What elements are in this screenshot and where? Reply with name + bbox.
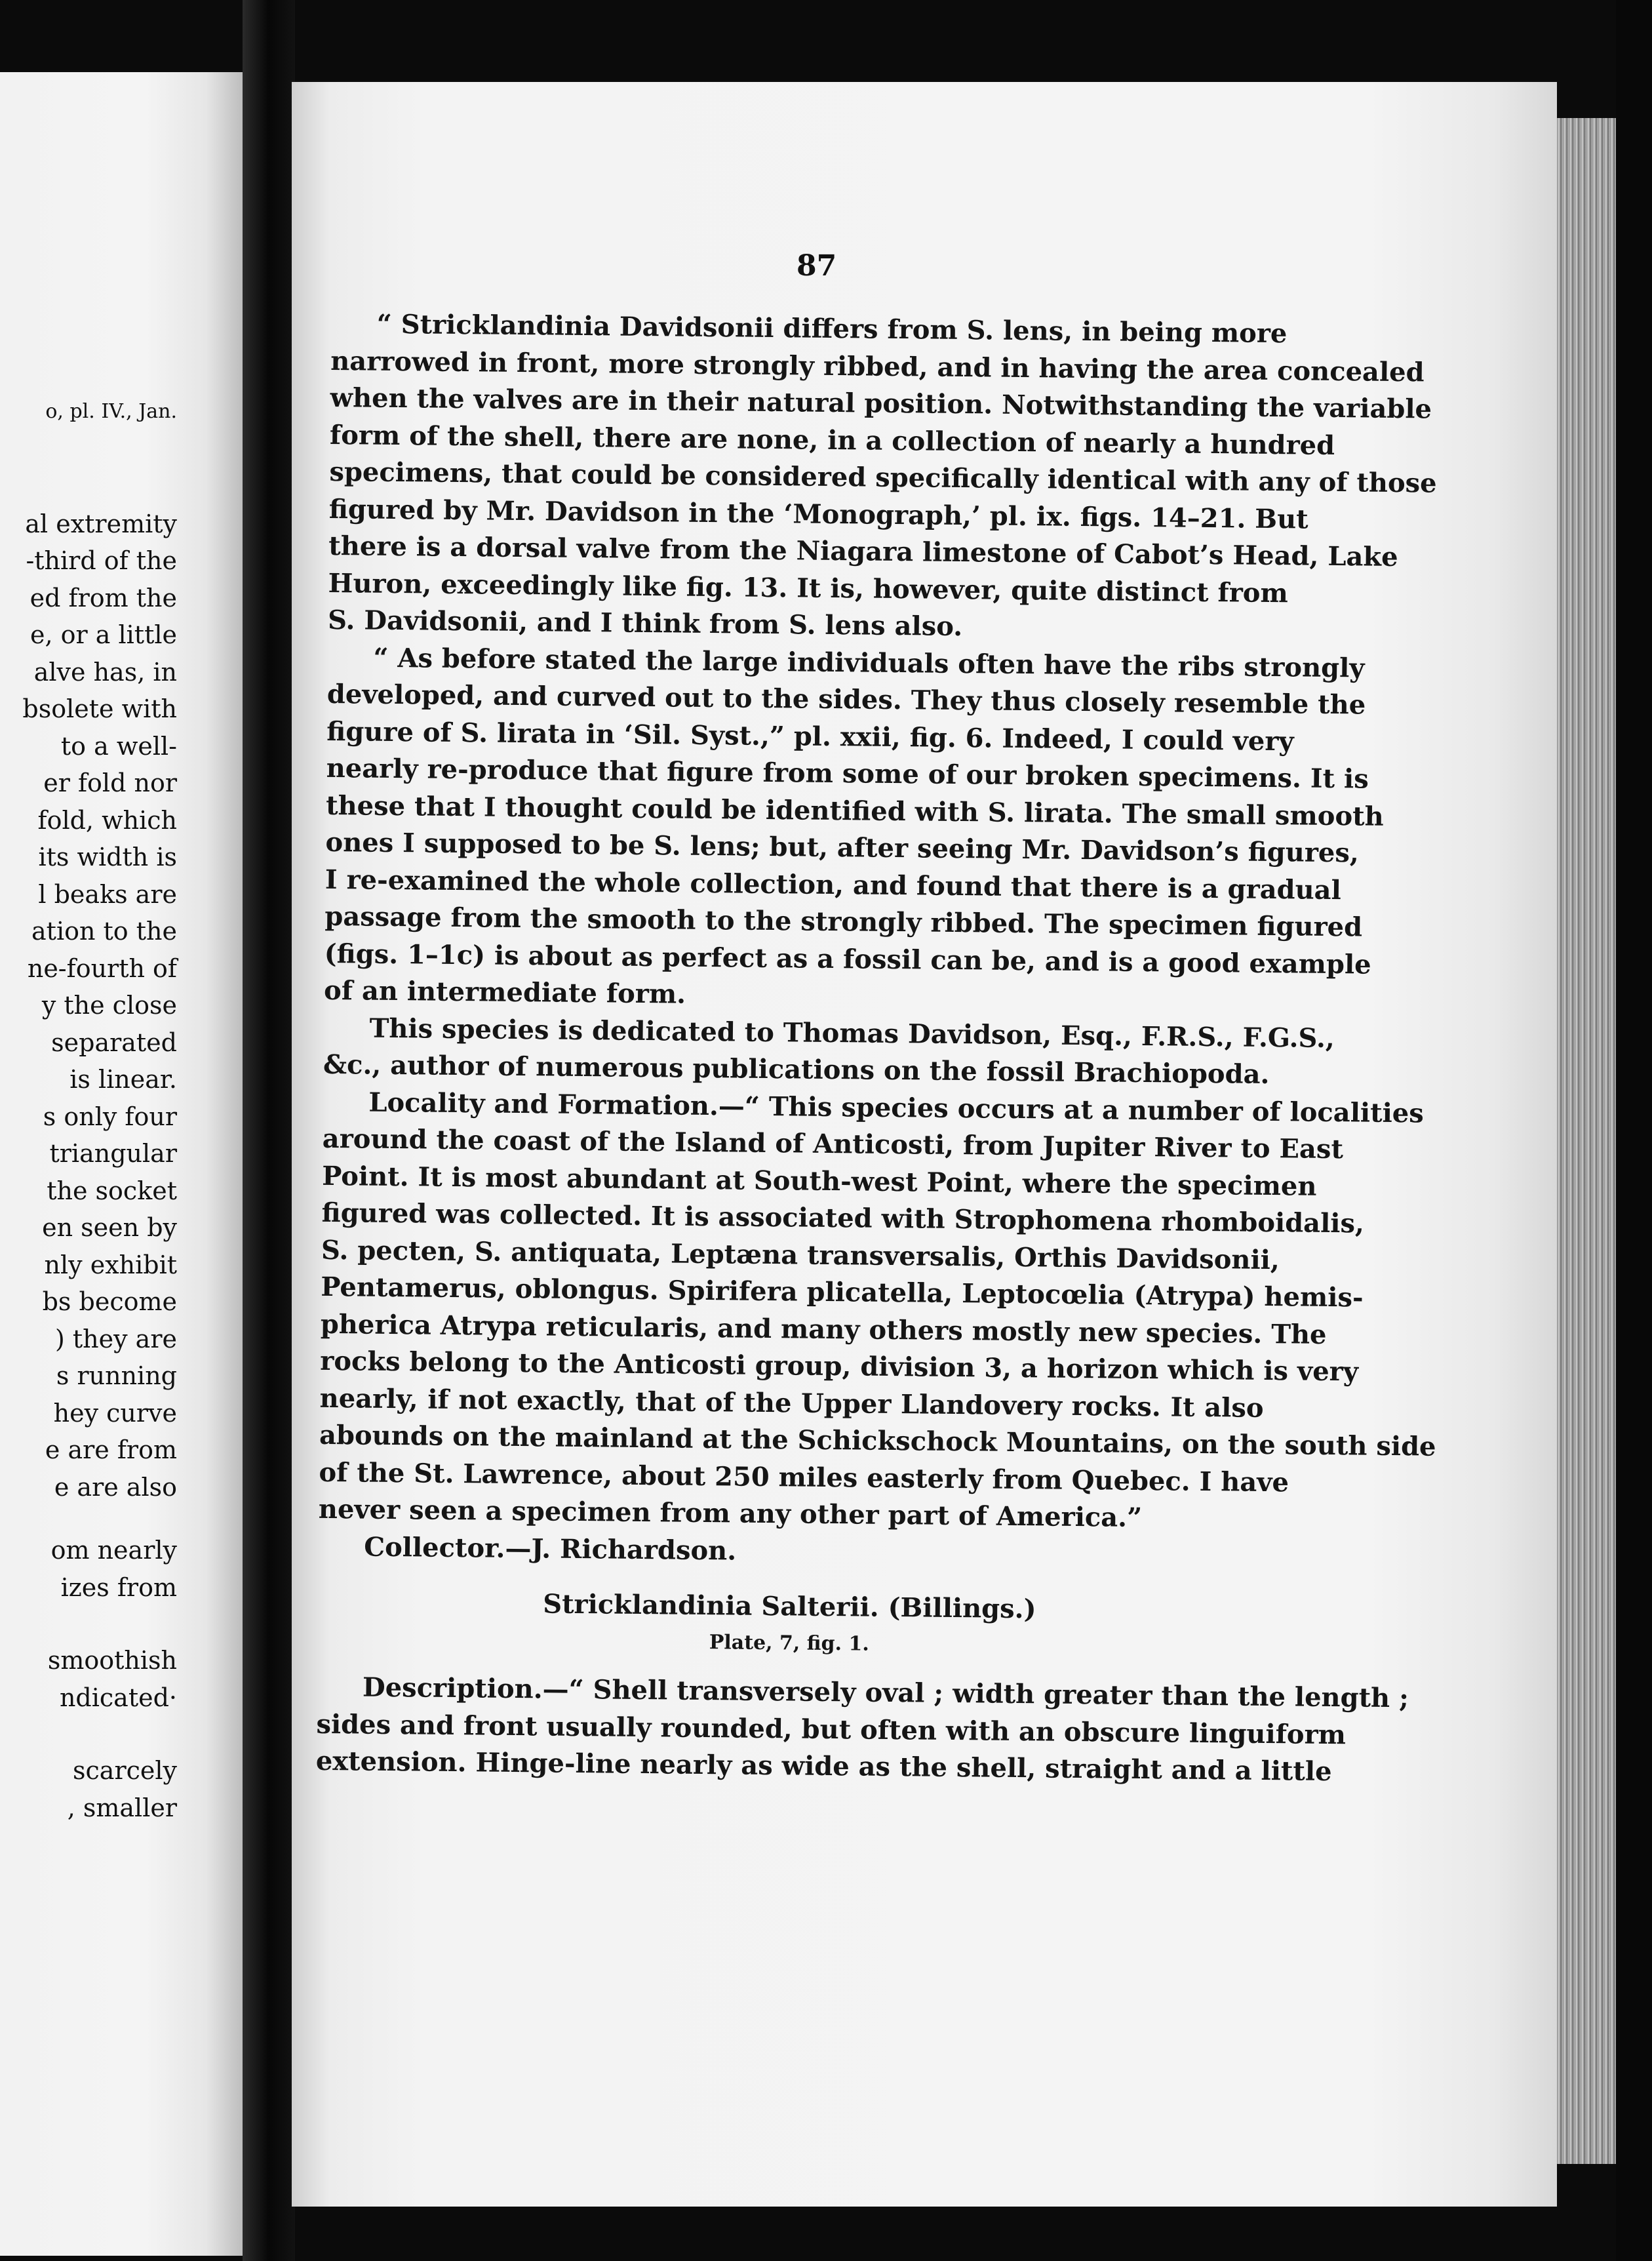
left-page-line: e, or a little [30,620,177,649]
left-page-line: e are also [54,1472,177,1502]
left-page-line: to a well- [60,731,177,761]
left-page-line: , smaller [67,1793,177,1822]
left-page-line: its width is [38,843,177,871]
left-page-line: nly exhibit [44,1250,177,1279]
paragraph-line: Huron, exceedingly like fig. 13. It is, however, quite distinct from [328,567,1289,609]
paragraph-line: pherica Atrypa reticularis, and many others mostly new species. The [320,1308,1327,1350]
paragraph-line: passage from the smooth to the strongly ribbed. The specimen figured [324,900,1363,943]
plate-reference: Plate, 7, fig. 1. [709,1631,869,1656]
left-page-line: -third of the [26,546,177,575]
page-edge-stack [1557,118,1616,2164]
left-page-line: ) they are [55,1324,177,1353]
description-line: sides and front usually rounded, but often with an obscure linguiform [316,1708,1347,1750]
book-gutter [243,0,295,2261]
left-page-line: er fold nor [43,769,177,797]
left-page-line: s only four [43,1102,177,1131]
paragraph-line: &c., author of numerous publications on the fossil Brachiopoda. [323,1049,1270,1090]
left-page-line: s running [56,1361,177,1390]
paragraph-line: “ As before stated the large individuals often have the ribs strongly [373,642,1365,684]
paragraph-line: specimens, that could be considered specifically identical with any of those [329,456,1437,499]
paragraph-line: “ Stricklandinia Davidsonii differs from S. lens, in being more [376,308,1288,350]
paragraph-line: Pentamerus, oblongus. Spirifera plicatella, Leptocœlia (Atrypa) hemis- [321,1271,1364,1313]
left-page-line: scarcely [73,1756,177,1785]
scan-border [1616,0,1652,2261]
left-page-line: alve has, in [33,657,177,687]
left-page-line: hey curve [53,1398,177,1428]
paragraph-line: narrowed in front, more strongly ribbed, and in having the area concealed [330,345,1425,388]
paragraph-line: S. Davidsonii, and I think from S. lens also. [327,604,963,643]
left-page-line: smoothish [47,1646,177,1675]
paragraph-line: these that I thought could be identified with S. lirata. The small smooth [325,790,1384,832]
left-page-line: o, pl. IV., Jan. [45,400,177,423]
paragraph-line: developed, and curved out to the sides. They thus closely resemble the [326,678,1366,721]
left-page-line: the socket [47,1176,177,1205]
description-line: Description.—“ Shell transversely oval ; width greater than the length ; [362,1671,1409,1714]
paragraph-line: there is a dorsal valve from the Niagara limestone of Cabot’s Head, Lake [328,530,1398,573]
left-facing-page [0,72,243,2256]
paragraph-line: This species is dedicated to Thomas Davidson, Esq., F.R.S., F.G.S., [369,1012,1335,1054]
paragraph-line: of the St. Lawrence, about 250 miles easterly from Quebec. I have [319,1456,1289,1498]
left-page-line: ed from the [30,583,177,612]
paragraph-line: Collector.—J. Richardson. [364,1531,737,1567]
paragraph-line: ones I supposed to be S. lens; but, after seeing Mr. Davidson’s figures, [325,826,1360,869]
left-page-line: bsolete with [22,694,177,723]
left-page-line: en seen by [42,1213,177,1242]
left-page-line: ndicated· [59,1683,177,1712]
paragraph-line: when the valves are in their natural position. Notwithstanding the variable [330,382,1432,425]
paragraph-line: figured was collected. It is associated with Strophomena rhomboidalis, [321,1197,1365,1239]
paragraph-line: figure of S. lirata in ‘Sil. Syst.,” pl. xxii, fig. 6. Indeed, I could very [326,715,1294,757]
left-page-line: ation to the [31,917,177,946]
paragraph-line: around the coast of the Island of Anticosti, from Jupiter River to East [322,1123,1344,1165]
description-line: extension. Hinge-line nearly as wide as the shell, straight and a little [315,1745,1332,1788]
left-page-line: separated [51,1028,177,1057]
left-page-line: om nearly [50,1536,177,1565]
paragraph-line: nearly, if not exactly, that of the Upper Llandovery rocks. It also [319,1382,1264,1424]
left-page-line: l beaks are [38,879,177,909]
left-page-line: bs become [42,1287,177,1316]
left-page-line: triangular [49,1139,177,1168]
left-page-line: y the close [41,991,177,1020]
paragraph-line: Locality and Formation.—“ This species occurs at a number of localities [368,1087,1424,1129]
paragraph-line: figured by Mr. Davidson in the ‘Monograph,’ pl. ix. figs. 14–21. But [328,493,1308,535]
left-page-line: al extremity [25,509,177,538]
paragraph-line: (figs. 1–1c) is about as perfect as a fossil can be, and is a good example [324,938,1371,980]
paragraph-line: of an intermediate form. [323,974,686,1010]
left-page-line: fold, which [37,805,177,835]
page-number: 87 [796,249,837,283]
left-page-line: e are from [45,1435,177,1464]
paragraph-line: Point. It is most abundant at South-west Point, where the specimen [321,1160,1317,1202]
paragraph-line: I re-examined the whole collection, and found that there is a gradual [324,864,1342,906]
paragraph-line: rocks belong to the Anticosti group, division 3, a horizon which is very [320,1345,1359,1388]
left-page-line: is linear. [69,1065,177,1094]
paragraph-line: S. pecten, S. antiquata, Leptæna transversalis, Orthis Davidsonii, [321,1234,1280,1275]
paragraph-line: never seen a specimen from any other part of America.” [318,1493,1143,1534]
paragraph-line: form of the shell, there are none, in a collection of nearly a hundred [329,419,1335,461]
species-heading: Stricklandinia Salterii. (Billings.) [542,1588,1036,1625]
left-page-line: ne-fourth of [27,953,177,983]
left-page-line: izes from [60,1572,177,1602]
paragraph-line: abounds on the mainland at the Schickschock Mountains, on the south side [319,1419,1436,1462]
paragraph-line: nearly re-produce that figure from some of our broken specimens. It is [326,752,1369,795]
